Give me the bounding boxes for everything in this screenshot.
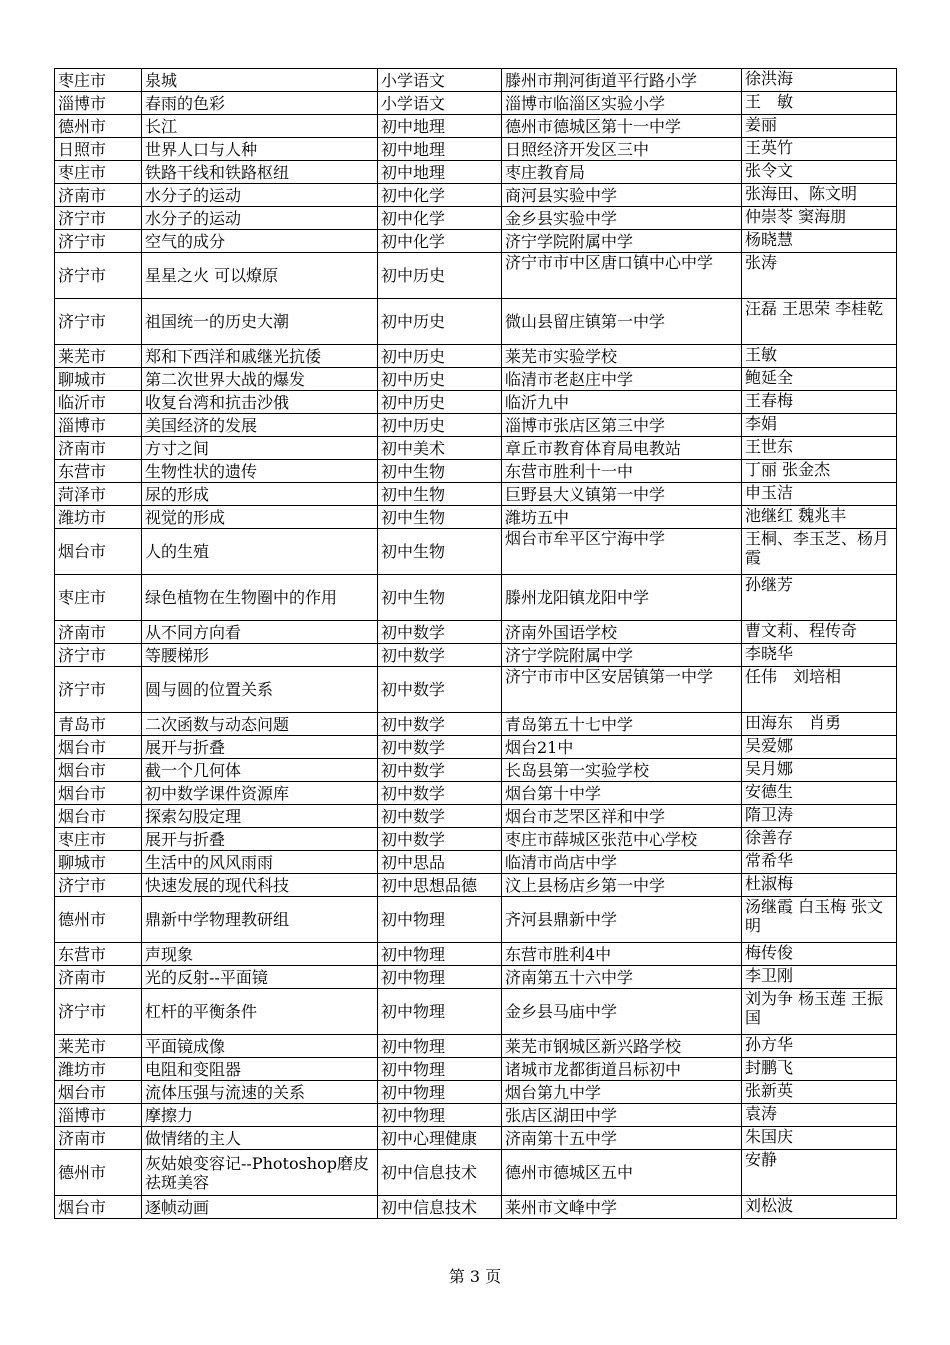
author-cell: 吴爱娜	[742, 736, 897, 759]
title-cell: 生活中的风风雨雨	[142, 851, 378, 874]
title-cell: 灰姑娘变容记--Photoshop磨皮祛斑美容	[142, 1150, 378, 1196]
table-row	[55, 1196, 897, 1219]
table-row	[55, 115, 897, 138]
subject-cell: 初中历史	[378, 414, 502, 437]
city-cell: 德州市	[55, 115, 142, 138]
city-cell: 烟台市	[55, 529, 142, 575]
title-cell: 尿的形成	[142, 483, 378, 506]
table-row	[55, 299, 897, 345]
school-cell: 烟台市牟平区宁海中学	[502, 529, 742, 575]
table-row	[55, 391, 897, 414]
title-cell: 声现象	[142, 943, 378, 966]
author-cell: 王桐、李玉芝、杨月霞	[742, 529, 897, 575]
table-row	[55, 1104, 897, 1127]
city-cell: 临沂市	[55, 391, 142, 414]
subject-cell: 初中历史	[378, 368, 502, 391]
subject-cell: 初中物理	[378, 1104, 502, 1127]
title-cell: 做情绪的主人	[142, 1127, 378, 1150]
school-cell: 青岛第五十七中学	[502, 713, 742, 736]
city-cell: 莱芜市	[55, 1035, 142, 1058]
subject-cell: 初中物理	[378, 943, 502, 966]
city-cell: 济宁市	[55, 230, 142, 253]
school-cell: 枣庄教育局	[502, 161, 742, 184]
subject-cell: 初中数学	[378, 805, 502, 828]
city-cell: 莱芜市	[55, 345, 142, 368]
table-row	[55, 828, 897, 851]
author-cell: 王春梅	[742, 391, 897, 414]
subject-cell: 初中生物	[378, 575, 502, 621]
school-cell: 济宁市市中区唐口镇中心中学	[502, 253, 742, 299]
school-cell: 烟台市芝罘区祥和中学	[502, 805, 742, 828]
author-cell: 孙方华	[742, 1035, 897, 1058]
table-row	[55, 207, 897, 230]
table-row	[55, 1058, 897, 1081]
school-cell: 烟台第十中学	[502, 782, 742, 805]
school-cell: 济南外国语学校	[502, 621, 742, 644]
author-cell: 汤继霞 白玉梅 张文明	[742, 897, 897, 943]
author-cell: 申玉洁	[742, 483, 897, 506]
subject-cell: 小学语文	[378, 92, 502, 115]
school-cell: 烟台21中	[502, 736, 742, 759]
city-cell: 淄博市	[55, 414, 142, 437]
city-cell: 聊城市	[55, 368, 142, 391]
city-cell: 枣庄市	[55, 828, 142, 851]
subject-cell: 初中生物	[378, 460, 502, 483]
school-cell: 张店区湖田中学	[502, 1104, 742, 1127]
author-cell: 张海田、陈文明	[742, 184, 897, 207]
subject-cell: 初中物理	[378, 1035, 502, 1058]
subject-cell: 初中物理	[378, 989, 502, 1035]
school-cell: 汶上县杨店乡第一中学	[502, 874, 742, 897]
city-cell: 青岛市	[55, 713, 142, 736]
school-cell: 微山县留庄镇第一中学	[502, 299, 742, 345]
school-cell: 枣庄市薛城区张范中心学校	[502, 828, 742, 851]
author-cell: 张涛	[742, 253, 897, 299]
table-row	[55, 966, 897, 989]
title-cell: 展开与折叠	[142, 736, 378, 759]
city-cell: 东营市	[55, 460, 142, 483]
title-cell: 绿色植物在生物圈中的作用	[142, 575, 378, 621]
author-cell: 袁涛	[742, 1104, 897, 1127]
author-cell: 安德生	[742, 782, 897, 805]
subject-cell: 初中美术	[378, 437, 502, 460]
subject-cell: 初中数学	[378, 644, 502, 667]
author-cell: 李卫刚	[742, 966, 897, 989]
school-cell: 长岛县第一实验学校	[502, 759, 742, 782]
subject-cell: 初中化学	[378, 230, 502, 253]
table-body	[55, 69, 897, 1219]
table-row	[55, 782, 897, 805]
subject-cell: 小学语文	[378, 69, 502, 92]
table-row	[55, 1035, 897, 1058]
author-cell: 封鹏飞	[742, 1058, 897, 1081]
school-cell: 日照经济开发区三中	[502, 138, 742, 161]
table-row	[55, 989, 897, 1035]
subject-cell: 初中信息技术	[378, 1150, 502, 1196]
table-row	[55, 437, 897, 460]
table-row	[55, 1081, 897, 1104]
title-cell: 鼎新中学物理教研组	[142, 897, 378, 943]
author-cell: 徐善存	[742, 828, 897, 851]
title-cell: 生物性状的遗传	[142, 460, 378, 483]
title-cell: 快速发展的现代科技	[142, 874, 378, 897]
city-cell: 德州市	[55, 897, 142, 943]
school-cell: 济宁市市中区安居镇第一中学	[502, 667, 742, 713]
table-row	[55, 1127, 897, 1150]
table-row	[55, 345, 897, 368]
title-cell: 世界人口与人种	[142, 138, 378, 161]
subject-cell: 初中地理	[378, 115, 502, 138]
city-cell: 潍坊市	[55, 506, 142, 529]
city-cell: 烟台市	[55, 805, 142, 828]
subject-cell: 初中信息技术	[378, 1196, 502, 1219]
subject-cell: 初中地理	[378, 161, 502, 184]
city-cell: 烟台市	[55, 782, 142, 805]
city-cell: 济宁市	[55, 667, 142, 713]
school-cell: 德州市德城区第十一中学	[502, 115, 742, 138]
table-row	[55, 874, 897, 897]
author-cell: 汪磊 王思荣 李桂乾	[742, 299, 897, 345]
title-cell: 逐帧动画	[142, 1196, 378, 1219]
subject-cell: 初中数学	[378, 667, 502, 713]
title-cell: 视觉的形成	[142, 506, 378, 529]
subject-cell: 初中生物	[378, 506, 502, 529]
title-cell: 光的反射--平面镜	[142, 966, 378, 989]
subject-cell: 初中地理	[378, 138, 502, 161]
school-cell: 临清市老赵庄中学	[502, 368, 742, 391]
author-cell: 杜淑梅	[742, 874, 897, 897]
title-cell: 方寸之间	[142, 437, 378, 460]
city-cell: 聊城市	[55, 851, 142, 874]
author-cell: 张新英	[742, 1081, 897, 1104]
author-cell: 王世东	[742, 437, 897, 460]
author-cell: 李娟	[742, 414, 897, 437]
school-cell: 巨野县大义镇第一中学	[502, 483, 742, 506]
school-cell: 莱芜市钢城区新兴路学校	[502, 1035, 742, 1058]
city-cell: 济南市	[55, 437, 142, 460]
title-cell: 水分子的运动	[142, 184, 378, 207]
table-row	[55, 897, 897, 943]
city-cell: 济南市	[55, 1127, 142, 1150]
school-cell: 淄博市临淄区实验小学	[502, 92, 742, 115]
table-row	[55, 506, 897, 529]
title-cell: 第二次世界大战的爆发	[142, 368, 378, 391]
table-row	[55, 483, 897, 506]
author-cell: 张令文	[742, 161, 897, 184]
city-cell: 济宁市	[55, 299, 142, 345]
author-cell: 田海东 肖勇	[742, 713, 897, 736]
title-cell: 从不同方向看	[142, 621, 378, 644]
city-cell: 济宁市	[55, 874, 142, 897]
page-number: 第 3 页	[448, 1267, 502, 1286]
title-cell: 初中数学课件资源库	[142, 782, 378, 805]
title-cell: 星星之火 可以燎原	[142, 253, 378, 299]
subject-cell: 初中历史	[378, 253, 502, 299]
title-cell: 展开与折叠	[142, 828, 378, 851]
author-cell: 隋卫涛	[742, 805, 897, 828]
city-cell: 菏泽市	[55, 483, 142, 506]
author-cell: 孙继芳	[742, 575, 897, 621]
table-row	[55, 759, 897, 782]
subject-cell: 初中物理	[378, 1058, 502, 1081]
title-cell: 探索勾股定理	[142, 805, 378, 828]
subject-cell: 初中数学	[378, 621, 502, 644]
title-cell: 祖国统一的历史大潮	[142, 299, 378, 345]
title-cell: 平面镜成像	[142, 1035, 378, 1058]
city-cell: 枣庄市	[55, 161, 142, 184]
table-row	[55, 575, 897, 621]
title-cell: 水分子的运动	[142, 207, 378, 230]
school-cell: 诸城市龙都街道吕标初中	[502, 1058, 742, 1081]
table-row	[55, 161, 897, 184]
subject-cell: 初中化学	[378, 184, 502, 207]
school-cell: 金乡县实验中学	[502, 207, 742, 230]
city-cell: 东营市	[55, 943, 142, 966]
title-cell: 圆与圆的位置关系	[142, 667, 378, 713]
title-cell: 空气的成分	[142, 230, 378, 253]
title-cell: 流体压强与流速的关系	[142, 1081, 378, 1104]
subject-cell: 初中思想品德	[378, 874, 502, 897]
subject-cell: 初中历史	[378, 345, 502, 368]
table-row	[55, 667, 897, 713]
author-cell: 王英竹	[742, 138, 897, 161]
author-cell: 池继红 魏兆丰	[742, 506, 897, 529]
city-cell: 济宁市	[55, 644, 142, 667]
subject-cell: 初中物理	[378, 1081, 502, 1104]
school-cell: 东营市胜利4中	[502, 943, 742, 966]
city-cell: 济宁市	[55, 989, 142, 1035]
table-row	[55, 529, 897, 575]
title-cell: 截一个几何体	[142, 759, 378, 782]
city-cell: 烟台市	[55, 1196, 142, 1219]
subject-cell: 初中数学	[378, 736, 502, 759]
title-cell: 春雨的色彩	[142, 92, 378, 115]
data-table	[54, 68, 897, 1219]
city-cell: 枣庄市	[55, 575, 142, 621]
subject-cell: 初中生物	[378, 483, 502, 506]
author-cell: 王 敏	[742, 92, 897, 115]
subject-cell: 初中物理	[378, 897, 502, 943]
school-cell: 章丘市教育体育局电教站	[502, 437, 742, 460]
city-cell: 日照市	[55, 138, 142, 161]
city-cell: 济南市	[55, 621, 142, 644]
city-cell: 烟台市	[55, 1081, 142, 1104]
subject-cell: 初中物理	[378, 966, 502, 989]
table-row	[55, 414, 897, 437]
title-cell: 长江	[142, 115, 378, 138]
school-cell: 济宁学院附属中学	[502, 230, 742, 253]
title-cell: 等腰梯形	[142, 644, 378, 667]
table-row	[55, 92, 897, 115]
table-row	[55, 644, 897, 667]
table-row	[55, 184, 897, 207]
school-cell: 临清市尚店中学	[502, 851, 742, 874]
city-cell: 枣庄市	[55, 69, 142, 92]
school-cell: 商河县实验中学	[502, 184, 742, 207]
subject-cell: 初中历史	[378, 391, 502, 414]
author-cell: 常希华	[742, 851, 897, 874]
subject-cell: 初中化学	[378, 207, 502, 230]
subject-cell: 初中数学	[378, 828, 502, 851]
title-cell: 电阻和变阻器	[142, 1058, 378, 1081]
city-cell: 烟台市	[55, 736, 142, 759]
city-cell: 德州市	[55, 1150, 142, 1196]
school-cell: 滕州市荆河街道平行路小学	[502, 69, 742, 92]
author-cell: 王敏	[742, 345, 897, 368]
author-cell: 安静	[742, 1150, 897, 1196]
city-cell: 济宁市	[55, 207, 142, 230]
school-cell: 烟台第九中学	[502, 1081, 742, 1104]
city-cell: 烟台市	[55, 759, 142, 782]
table-row	[55, 943, 897, 966]
author-cell: 徐洪海	[742, 69, 897, 92]
school-cell: 莱州市文峰中学	[502, 1196, 742, 1219]
city-cell: 济南市	[55, 966, 142, 989]
subject-cell: 初中心理健康	[378, 1127, 502, 1150]
title-cell: 泉城	[142, 69, 378, 92]
school-cell: 东营市胜利十一中	[502, 460, 742, 483]
author-cell: 李晓华	[742, 644, 897, 667]
subject-cell: 初中思品	[378, 851, 502, 874]
table-row	[55, 736, 897, 759]
title-cell: 收复台湾和抗击沙俄	[142, 391, 378, 414]
title-cell: 郑和下西洋和戚继光抗倭	[142, 345, 378, 368]
author-cell: 吴月娜	[742, 759, 897, 782]
title-cell: 人的生殖	[142, 529, 378, 575]
title-cell: 美国经济的发展	[142, 414, 378, 437]
title-cell: 二次函数与动态问题	[142, 713, 378, 736]
table-row	[55, 805, 897, 828]
school-cell: 淄博市张店区第三中学	[502, 414, 742, 437]
school-cell: 潍坊五中	[502, 506, 742, 529]
table-row	[55, 460, 897, 483]
subject-cell: 初中历史	[378, 299, 502, 345]
author-cell: 任伟 刘培相	[742, 667, 897, 713]
table-row	[55, 1150, 897, 1196]
school-cell: 济宁学院附属中学	[502, 644, 742, 667]
school-cell: 莱芜市实验学校	[502, 345, 742, 368]
school-cell: 齐河县鼎新中学	[502, 897, 742, 943]
title-cell: 摩擦力	[142, 1104, 378, 1127]
author-cell: 刘为争 杨玉莲 王振国	[742, 989, 897, 1035]
city-cell: 济宁市	[55, 253, 142, 299]
subject-cell: 初中数学	[378, 782, 502, 805]
city-cell: 淄博市	[55, 92, 142, 115]
author-cell: 姜丽	[742, 115, 897, 138]
table-row	[55, 69, 897, 92]
subject-cell: 初中生物	[378, 529, 502, 575]
author-cell: 朱国庆	[742, 1127, 897, 1150]
table-row	[55, 253, 897, 299]
school-cell: 滕州龙阳镇龙阳中学	[502, 575, 742, 621]
table-row	[55, 138, 897, 161]
table-row	[55, 368, 897, 391]
table-row	[55, 713, 897, 736]
city-cell: 潍坊市	[55, 1058, 142, 1081]
table-row	[55, 621, 897, 644]
author-cell: 鲍延全	[742, 368, 897, 391]
city-cell: 淄博市	[55, 1104, 142, 1127]
school-cell: 德州市德城区五中	[502, 1150, 742, 1196]
author-cell: 曹文莉、程传奇	[742, 621, 897, 644]
author-cell: 刘松波	[742, 1196, 897, 1219]
author-cell: 杨晓慧	[742, 230, 897, 253]
table-row	[55, 851, 897, 874]
author-cell: 梅传俊	[742, 943, 897, 966]
city-cell: 济南市	[55, 184, 142, 207]
school-cell: 济南第五十六中学	[502, 966, 742, 989]
school-cell: 金乡县马庙中学	[502, 989, 742, 1035]
school-cell: 济南第十五中学	[502, 1127, 742, 1150]
author-cell: 仲崇苓 窦海朋	[742, 207, 897, 230]
title-cell: 杠杆的平衡条件	[142, 989, 378, 1035]
author-cell: 丁丽 张金杰	[742, 460, 897, 483]
subject-cell: 初中数学	[378, 713, 502, 736]
subject-cell: 初中数学	[378, 759, 502, 782]
title-cell: 铁路干线和铁路枢纽	[142, 161, 378, 184]
table-row	[55, 230, 897, 253]
school-cell: 临沂九中	[502, 391, 742, 414]
